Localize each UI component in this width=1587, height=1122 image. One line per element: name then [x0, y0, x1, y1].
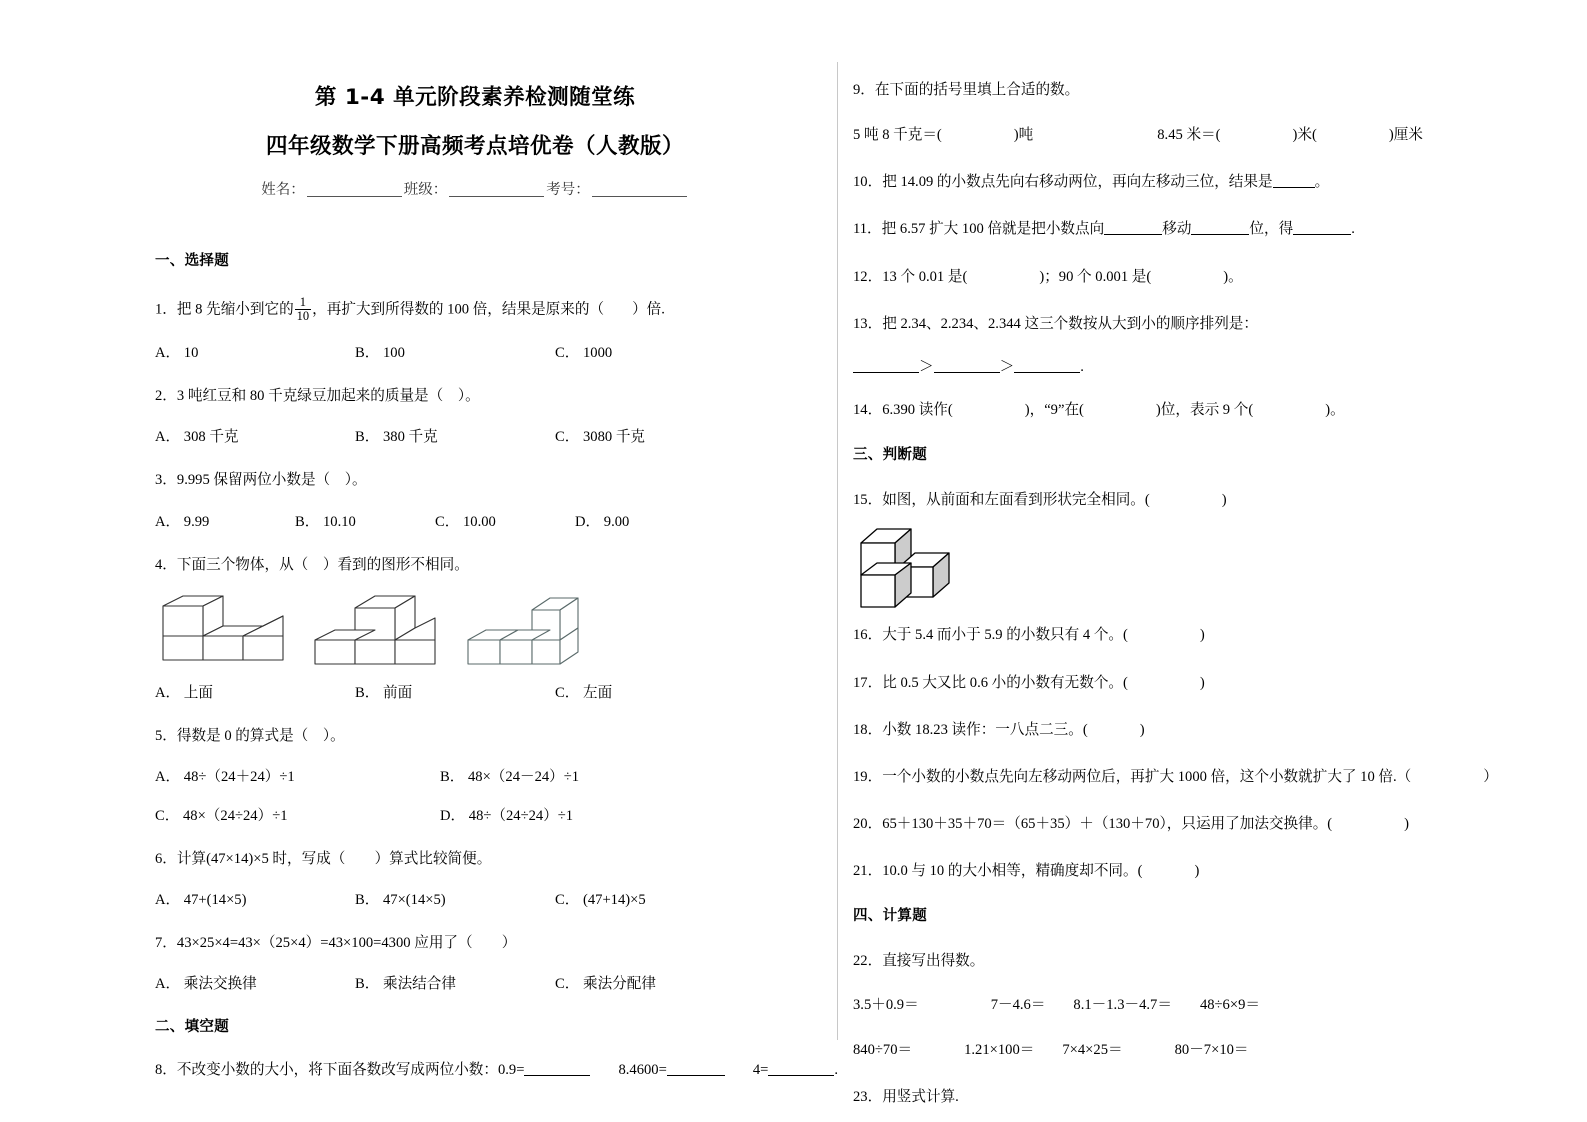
q18-text: 小数 18.23 读作：一八点二三。( — [882, 721, 1088, 738]
q7-option-b-key: B． — [355, 976, 380, 993]
q13-blank-2[interactable] — [934, 372, 1000, 373]
q22-expr-2[interactable]: 7－4.6＝ — [990, 996, 1046, 1013]
q2-option-b-key: B． — [355, 429, 380, 446]
q3-option-c[interactable] — [435, 510, 575, 531]
question-5-options-row2 — [155, 804, 795, 825]
q3-option-a-key: A． — [155, 513, 181, 530]
q4-option-c-text: 左面 — [582, 684, 613, 701]
q12-number: 12． — [853, 268, 883, 285]
left-column — [155, 0, 839, 1081]
q9-line-b1: 8.45 米＝( — [1157, 127, 1221, 144]
q12-text-a: 13 个 0.01 是( — [882, 268, 968, 285]
q16-number: 16． — [853, 627, 883, 644]
examno-input[interactable] — [592, 196, 687, 197]
q6-number: 6． — [155, 850, 177, 867]
question-6-options — [155, 888, 795, 909]
q4-option-c-key: C． — [555, 684, 580, 701]
question-23 — [853, 1087, 1503, 1108]
q13-blank-1[interactable] — [853, 372, 919, 373]
q9-number: 9． — [853, 82, 875, 98]
question-14 — [853, 400, 1503, 421]
q14-text-b: )，“9”在( — [1024, 402, 1084, 419]
question-4-figures — [155, 588, 795, 673]
student-info-line — [155, 178, 795, 199]
q11-text-a: 把 6.57 扩大 100 倍就是把小数点向 — [881, 221, 1105, 238]
q7-option-a[interactable] — [155, 972, 355, 993]
cubes-row3-top-mid-icon — [310, 588, 445, 673]
q17-number: 17． — [853, 674, 883, 691]
q13-text: 把 2.34、2.234、2.344 这三个数按从大到小的顺序排列是： — [882, 315, 1258, 332]
q7-option-c-text: 乘法分配律 — [582, 976, 656, 993]
q14-number: 14． — [853, 402, 883, 419]
question-12 — [853, 267, 1503, 288]
q18-tail: ) — [1139, 721, 1145, 738]
section-heading-fill: 二、填空题 — [155, 1019, 229, 1036]
q10-number: 10． — [853, 174, 883, 191]
question-15 — [853, 490, 1503, 511]
q22-expr-8[interactable]: 80－7×10＝ — [1174, 1041, 1249, 1058]
q5-text: 得数是 0 的算式是（ ）。 — [176, 727, 345, 744]
q2-option-a-text: 308 千克 — [183, 429, 239, 446]
q7-option-b[interactable] — [355, 972, 555, 993]
q3-option-c-key: C． — [435, 513, 460, 530]
q13-blank-3[interactable] — [1014, 372, 1080, 373]
q3-option-b[interactable] — [295, 510, 435, 531]
q8-blank-2[interactable] — [667, 1075, 725, 1076]
q13-sep-2: ＞ — [999, 358, 1015, 375]
q8-text: 不改变小数的大小，将下面各数改写成两位小数： — [176, 1062, 498, 1079]
question-5 — [155, 726, 795, 747]
page-title-line1: 第 1-4 单元阶段素养检测随堂练 — [314, 85, 636, 110]
q11-text-b: 移动 — [1162, 221, 1192, 238]
q6-option-b-text: 47×(14×5) — [382, 892, 446, 909]
q22-expr-4[interactable]: 48÷6×9＝ — [1199, 996, 1260, 1013]
section-heading-choice: 一、选择题 — [155, 253, 229, 269]
q22-expr-6[interactable]: 1.21×100＝ — [964, 1041, 1035, 1058]
q1-text-c: ）倍. — [632, 301, 665, 318]
q14-text-c: )位，表示 9 个( — [1155, 402, 1254, 419]
q20-text: 65＋130＋35＋70＝（65＋35）＋（130＋70），只运用了加法交换律。( — [882, 816, 1333, 833]
q8-tail: . — [834, 1062, 839, 1079]
q1-option-a[interactable] — [155, 341, 355, 362]
question-7 — [155, 933, 795, 954]
question-13 — [853, 314, 1503, 335]
q4-option-a[interactable] — [155, 681, 355, 702]
q10-text-b: 。 — [1314, 174, 1330, 191]
q7-number: 7． — [155, 935, 177, 952]
q10-text-a: 把 14.09 的小数点先向右移动两位，再向左移动三位，结果是 — [882, 174, 1273, 191]
q3-option-d[interactable] — [575, 510, 715, 531]
q4-option-b[interactable] — [355, 681, 555, 702]
q2-option-c[interactable] — [555, 425, 755, 446]
q6-text: 计算(47×14)×5 时，写成（ ）算式比较简便。 — [176, 850, 492, 867]
q16-tail: ) — [1199, 627, 1205, 644]
q8-item2-label: 8.4600= — [618, 1062, 667, 1079]
question-10 — [853, 172, 1503, 193]
q4-option-b-key: B． — [355, 684, 380, 701]
question-9-blanks — [853, 125, 1503, 146]
question-16 — [853, 625, 1503, 646]
q5-option-d-key: D． — [440, 807, 466, 824]
q11-text-c: 位，得 — [1249, 221, 1294, 238]
q2-option-c-key: C． — [555, 429, 580, 446]
q14-text-d: )。 — [1325, 402, 1345, 419]
q8-number: 8． — [155, 1062, 177, 1079]
question-22-row-2 — [853, 1040, 1503, 1061]
q5-option-c-key: C． — [155, 807, 180, 824]
q19-number: 19． — [853, 768, 883, 785]
q2-option-a-key: A． — [155, 429, 181, 446]
q2-option-a[interactable] — [155, 425, 355, 446]
page-title-line2: 四年级数学下册高频考点培优卷（人教版） — [265, 134, 684, 159]
q5-option-a-key: A． — [155, 768, 181, 785]
q11-number: 11． — [853, 221, 882, 238]
q3-option-b-text: 10.10 — [322, 513, 356, 530]
q1-option-c[interactable] — [555, 341, 755, 362]
q6-option-b[interactable] — [355, 888, 555, 909]
q7-option-b-text: 乘法结合律 — [382, 976, 456, 993]
question-18 — [853, 720, 1503, 741]
q22-expr-5[interactable]: 840÷70＝ — [853, 1041, 913, 1058]
examno-label: 考号： — [546, 182, 590, 198]
section-heading-judge: 三、判断题 — [853, 447, 927, 464]
q21-text: 10.0 与 10 的大小相等，精确度却不同。( — [882, 863, 1143, 880]
q3-option-b-key: B． — [295, 513, 320, 530]
q13-sep-1: ＞ — [919, 358, 934, 375]
q6-option-c-text: (47+14)×5 — [582, 892, 646, 909]
q2-option-b-text: 380 千克 — [382, 429, 438, 446]
fraction-denominator: 10 — [296, 309, 310, 324]
q22-expr-7[interactable]: 7×4×25＝ — [1062, 1041, 1123, 1058]
q15-number: 15． — [853, 492, 883, 509]
name-input[interactable] — [307, 196, 402, 197]
q1-option-b-text: 100 — [382, 345, 405, 362]
question-4-options — [155, 681, 795, 702]
question-3 — [155, 470, 795, 491]
q23-number: 23． — [853, 1088, 883, 1105]
q17-tail: ) — [1199, 674, 1205, 691]
q2-option-b[interactable] — [355, 425, 555, 446]
q1-text-b: ，再扩大到所得数的 100 倍，结果是原来的（ — [312, 301, 605, 318]
q8-blank-1[interactable] — [524, 1075, 590, 1076]
q18-number: 18． — [853, 721, 883, 738]
fraction-numerator: 1 — [299, 295, 307, 309]
question-9 — [853, 80, 1503, 101]
name-label: 姓名： — [261, 182, 305, 198]
q3-option-d-key: D． — [575, 513, 601, 530]
q21-number: 21． — [853, 863, 883, 880]
q6-option-c[interactable] — [555, 888, 755, 909]
q5-option-c-text: 48×（24÷24）÷1 — [182, 807, 288, 824]
q23-text: 用竖式计算. — [882, 1088, 959, 1105]
q4-text: 下面三个物体，从（ ）看到的图形不相同。 — [176, 556, 469, 573]
q2-number: 2． — [155, 388, 177, 405]
question-3-options — [155, 510, 795, 531]
q4-option-c[interactable] — [555, 681, 755, 702]
question-15-figure — [853, 521, 1503, 611]
q9-line-a1: 5 吨 8 千克＝( — [853, 127, 942, 144]
q4-option-a-key: A． — [155, 684, 181, 701]
cubes-row3-top-left-icon — [155, 588, 290, 668]
q3-option-d-text: 9.00 — [603, 513, 630, 530]
q11-blank-3[interactable] — [1293, 234, 1351, 235]
q3-text: 9.995 保留两位小数是（ ）。 — [176, 472, 367, 489]
q11-blank-2[interactable] — [1191, 234, 1249, 235]
q6-option-c-key: C． — [555, 892, 580, 909]
q1-option-c-text: 1000 — [582, 345, 613, 362]
q20-tail: ) — [1404, 816, 1410, 833]
q16-text: 大于 5.4 而小于 5.9 的小数只有 4 个。( — [882, 627, 1128, 644]
q14-text-a: 6.390 读作( — [882, 402, 953, 419]
cubes-figure-1 — [155, 588, 310, 673]
fraction-one-tenth — [295, 296, 312, 323]
q4-option-a-text: 上面 — [183, 684, 213, 701]
q5-option-b-key: B． — [440, 768, 465, 785]
q3-option-a[interactable] — [155, 510, 295, 531]
question-6 — [155, 849, 795, 870]
question-7-options — [155, 972, 795, 993]
q5-option-b[interactable] — [440, 765, 725, 786]
q9-text: 在下面的括号里填上合适的数。 — [874, 82, 1080, 98]
q5-option-a-text: 48÷（24＋24）÷1 — [183, 768, 295, 785]
q17-text: 比 0.5 大又比 0.6 小的小数有无数个。( — [882, 674, 1128, 691]
q1-number: 1． — [155, 301, 177, 318]
q21-tail: ) — [1194, 863, 1200, 880]
q1-option-b-key: B． — [355, 345, 380, 362]
q2-text: 3 吨红豆和 80 千克绿豆加起来的质量是（ ）。 — [176, 388, 480, 405]
q7-option-c[interactable] — [555, 972, 755, 993]
q5-option-d[interactable] — [440, 804, 725, 825]
q12-text-b: )；90 个 0.001 是( — [1039, 268, 1152, 285]
cubes-row3-top-right-icon — [460, 588, 585, 673]
q1-option-c-key: C． — [555, 345, 580, 362]
cubes-figure-2 — [310, 588, 460, 673]
question-2-options — [155, 425, 795, 446]
q7-option-a-text: 乘法交换律 — [183, 976, 257, 993]
q9-line-a2: )吨 — [1013, 127, 1034, 144]
q5-option-b-text: 48×（24－24）÷1 — [467, 768, 580, 785]
question-22-row-1 — [853, 995, 1503, 1016]
cubes-figure-3 — [460, 588, 600, 673]
q1-text-a: 把 8 先缩小到它的 — [176, 301, 294, 318]
question-1 — [155, 296, 795, 323]
q15-text: 如图，从前面和左面看到形状完全相同。( — [882, 492, 1150, 509]
q6-option-b-key: B． — [355, 892, 380, 909]
question-21 — [853, 861, 1503, 882]
class-label: 班级： — [403, 182, 448, 198]
q7-text: 43×25×4=43×（25×4）=43×100=4300 应用了（ ） — [176, 935, 517, 952]
question-13-blanks — [853, 357, 1503, 378]
q22-expr-1[interactable]: 3.5＋0.9＝ — [853, 996, 919, 1013]
question-1-options — [155, 341, 795, 362]
question-20 — [853, 814, 1503, 835]
class-input[interactable] — [449, 196, 544, 197]
q5-number: 5． — [155, 727, 177, 744]
q1-option-a-key: A． — [155, 345, 181, 362]
question-17 — [853, 673, 1503, 694]
question-22 — [853, 951, 1503, 972]
q7-option-a-key: A． — [155, 976, 181, 993]
cubes-L-shaded-icon — [853, 521, 953, 611]
q3-option-c-text: 10.00 — [462, 513, 496, 530]
q15-tail: ) — [1221, 492, 1227, 509]
q3-number: 3． — [155, 472, 177, 489]
q22-text: 直接写出得数。 — [882, 953, 985, 970]
q6-option-a[interactable] — [155, 888, 355, 909]
q8-blank-3[interactable] — [768, 1075, 834, 1076]
column-divider — [837, 62, 838, 1040]
q22-expr-3[interactable]: 8.1－1.3－4.7＝ — [1073, 996, 1172, 1013]
section-heading-compute: 四、计算题 — [853, 908, 927, 925]
q4-option-b-text: 前面 — [382, 684, 413, 701]
question-5-options-row1 — [155, 765, 795, 786]
q11-blank-1[interactable] — [1104, 234, 1162, 235]
question-8 — [155, 1060, 839, 1081]
q5-option-d-text: 48÷（24÷24）÷1 — [468, 807, 574, 824]
question-4 — [155, 555, 795, 576]
question-2 — [155, 386, 795, 407]
q13-number: 13． — [853, 315, 883, 332]
right-column — [853, 0, 1503, 1108]
q19-text: 一个小数的小数点先向左移动两位后，再扩大 1000 倍，这个小数就扩大了 10 倍.（ — [882, 768, 1412, 785]
q6-option-a-text: 47+(14×5) — [183, 892, 247, 909]
q3-option-a-text: 9.99 — [183, 513, 210, 530]
q8-item1-label: 0.9= — [497, 1062, 525, 1079]
q9-line-b3: )厘米 — [1388, 127, 1423, 144]
q12-text-c: )。 — [1223, 268, 1243, 285]
q5-option-a[interactable] — [155, 765, 440, 786]
q19-tail: ） — [1483, 768, 1498, 785]
q1-option-b[interactable] — [355, 341, 555, 362]
q20-number: 20． — [853, 816, 883, 833]
q11-text-d: . — [1351, 221, 1355, 238]
q5-option-c[interactable] — [155, 804, 440, 825]
q9-line-b2: )米( — [1292, 127, 1317, 144]
q4-number: 4． — [155, 556, 177, 573]
question-11 — [853, 219, 1503, 240]
q13-tail: . — [1080, 358, 1084, 375]
q8-item3-label: 4= — [752, 1062, 769, 1079]
q6-option-a-key: A． — [155, 892, 181, 909]
q22-number: 22． — [853, 953, 883, 970]
q1-option-a-text: 10 — [183, 345, 199, 362]
q7-option-c-key: C． — [555, 976, 580, 993]
q10-blank[interactable] — [1273, 187, 1315, 188]
q2-option-c-text: 3080 千克 — [582, 429, 646, 446]
question-19 — [853, 767, 1503, 788]
